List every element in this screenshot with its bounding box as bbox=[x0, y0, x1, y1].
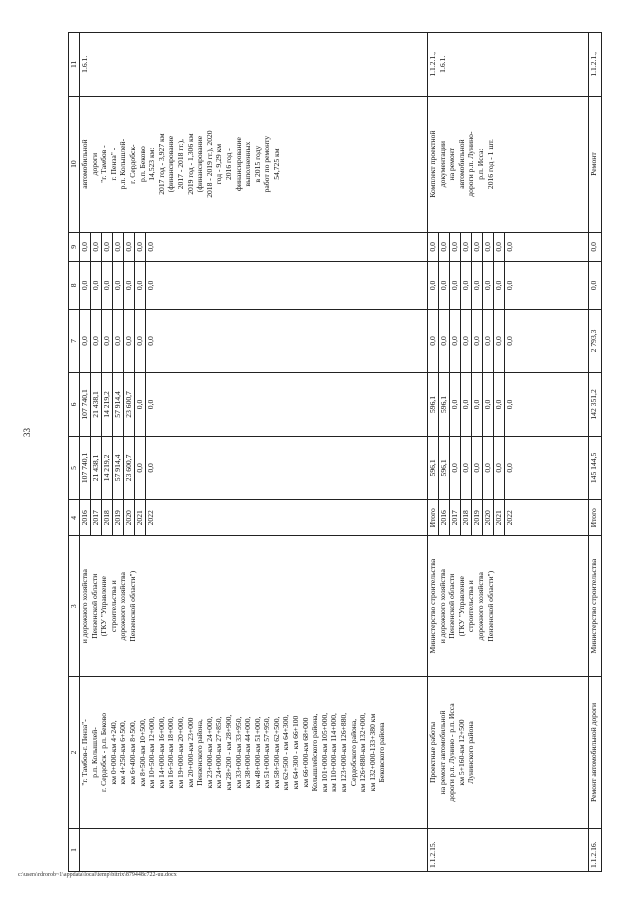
col-header: 3 bbox=[69, 536, 80, 677]
value: 0,0 bbox=[91, 262, 102, 309]
value: 0,0 bbox=[450, 437, 461, 499]
row-number bbox=[80, 828, 428, 871]
other-sources-cell: 0,0 bbox=[589, 232, 602, 261]
value: 0,0 bbox=[494, 233, 505, 261]
value: 0,0 bbox=[505, 280, 514, 291]
value: 0,0 bbox=[450, 262, 461, 309]
value: 21 438,1 bbox=[91, 373, 102, 435]
value: 0,0 bbox=[461, 373, 472, 435]
value: 0,0 bbox=[80, 310, 91, 372]
value: 23 600,7 bbox=[124, 437, 135, 499]
value: 0,0 bbox=[483, 262, 494, 309]
col-header: 9 bbox=[69, 232, 80, 261]
program-table bbox=[68, 32, 602, 872]
year-value: 2020 bbox=[124, 500, 135, 535]
other-sources-cell bbox=[428, 232, 589, 261]
year-value: 2017 bbox=[91, 500, 102, 535]
value: 0,0 bbox=[102, 233, 113, 261]
value: 0,0 bbox=[124, 233, 135, 261]
indicator-reference: 1.6.1. bbox=[80, 33, 428, 97]
col-header: 6 bbox=[69, 373, 80, 436]
value: 0,0 bbox=[102, 262, 113, 309]
indicator-reference: 1.1.2.1., 1.6.1. bbox=[428, 33, 589, 97]
value: 14 219,2 bbox=[102, 373, 113, 435]
value: 0,0 bbox=[494, 373, 505, 435]
value: 0,0 bbox=[505, 242, 514, 252]
expected-result: Ремонт bbox=[589, 96, 602, 232]
value: 0,0 bbox=[80, 233, 91, 261]
work-description: Ремонт автомобильной дороги bbox=[589, 677, 602, 829]
value: 0,0 bbox=[146, 280, 155, 291]
col-header: 8 bbox=[69, 262, 80, 310]
value: 0,0 bbox=[472, 233, 483, 261]
work-description: "г. Тамбов-г. Пенза"- р.п. Колышлей- г. Сердобск - р.п. Бековo км 0+000-км 4+240, км 4+250-км 6+500, км 6+400-км 8+500, км 8+500-км 10+500, км 10+500-км 12+000, км 14+000-км 16+000, км 16+500-км 18+000, км 19+000-км 20+000, км 20+000-км 23+000 Пензенского района, км 23+000-км 24+000, км 24+000-км 27+850, км 28+200 - км 28+900, км 33+000-км 33+950, км 38+000-км 44+000, км 48+000-км 51+000, км 51+000-км 57+950, км 58+500-км 62+500, км 62+500 - км 64+300, км 64+300 - км 66+100 км 66+000-км 68+000 Колышлейского района, км 101+000-км 105+000, км 110+000-км 114+000, км 123+000-км 126+880, Сердобского района, км 126+880-км 132+000, км 132+000-133+380 км Бековского района bbox=[80, 677, 428, 829]
year-value: Итого bbox=[589, 500, 602, 536]
local-budget-cell: 0,0 bbox=[589, 262, 602, 310]
table-row bbox=[428, 33, 589, 872]
value: 0,0 bbox=[494, 437, 505, 499]
value: 0,0 bbox=[146, 336, 155, 346]
row-number: 1.1.2.16. bbox=[589, 828, 602, 871]
col-header: 4 bbox=[69, 500, 80, 536]
year-value: 2020 bbox=[483, 500, 494, 535]
col-header: 11 bbox=[69, 33, 80, 97]
regional-budget-cell bbox=[428, 373, 589, 436]
value: 0,0 bbox=[450, 373, 461, 435]
value: 0,0 bbox=[472, 262, 483, 309]
value: 0,0 bbox=[146, 242, 155, 252]
value: 0,0 bbox=[91, 310, 102, 372]
total-cell bbox=[428, 436, 589, 499]
total-cell: 145 144,5 bbox=[589, 436, 602, 499]
value: 0,0 bbox=[102, 310, 113, 372]
value: 0,0 bbox=[483, 373, 494, 435]
year-cell bbox=[80, 500, 428, 536]
col-header: 7 bbox=[69, 309, 80, 372]
value: 57 914,4 bbox=[113, 437, 124, 499]
regional-budget-cell bbox=[80, 373, 428, 436]
year-value: 2016 bbox=[80, 500, 91, 535]
header-row bbox=[69, 33, 80, 872]
year-value: 2019 bbox=[472, 500, 483, 535]
row-number: 1.1.2.15. bbox=[428, 828, 589, 871]
year-value: Итого bbox=[428, 500, 439, 535]
value: 596,1 bbox=[428, 373, 439, 435]
value: 0,0 bbox=[461, 233, 472, 261]
year-value: 2021 bbox=[494, 500, 505, 535]
value: 0,0 bbox=[113, 262, 124, 309]
value: 57 914,4 bbox=[113, 373, 124, 435]
year-value: 2021 bbox=[135, 500, 146, 535]
value: 0,0 bbox=[135, 437, 146, 499]
col-header: 10 bbox=[69, 96, 80, 232]
value: 0,0 bbox=[113, 310, 124, 372]
executor: Министерство строительства и дорожного хозяйства Пензенской области (ГКУ "Управление строительства и дорожного хозяйства Пензенской области") bbox=[428, 536, 589, 677]
value: 0,0 bbox=[428, 233, 439, 261]
col-header: 2 bbox=[69, 677, 80, 829]
value: 0,0 bbox=[439, 310, 450, 372]
value: 107 740,1 bbox=[80, 373, 91, 435]
work-description: Проектные работы на ремонт автомобильной дороги р.п. Лунино - р.п. Исса км 5+160-км 12+500 Лунинского района bbox=[428, 677, 589, 829]
federal-budget-cell bbox=[80, 309, 428, 372]
year-value: 2019 bbox=[113, 500, 124, 535]
value: 0,0 bbox=[461, 437, 472, 499]
value: 0,0 bbox=[80, 262, 91, 309]
executor: и дорожного хозяйства Пензенской области (ГКУ "Управление строительства и дорожного хозяйства Пензенской области") bbox=[80, 536, 428, 677]
value: 0,0 bbox=[472, 373, 483, 435]
value: 0,0 bbox=[439, 233, 450, 261]
year-value: 2018 bbox=[102, 500, 113, 535]
page-number: 33 bbox=[22, 428, 32, 437]
value: 0,0 bbox=[91, 233, 102, 261]
value: 0,0 bbox=[505, 336, 514, 346]
rotated-table-area bbox=[68, 32, 640, 872]
year-value: 2022 bbox=[146, 510, 155, 526]
value: 0,0 bbox=[483, 437, 494, 499]
expected-result: Комплект проектной документации на ремонт автомобильной дороги р.п. Лунино- р.п. Исса: 2016 год - 1 шт. bbox=[428, 96, 589, 232]
value: 0,0 bbox=[450, 233, 461, 261]
value: 0,0 bbox=[146, 399, 155, 410]
value: 0,0 bbox=[461, 310, 472, 372]
value: 0,0 bbox=[483, 310, 494, 372]
value: 0,0 bbox=[135, 262, 146, 309]
value: 0,0 bbox=[505, 399, 514, 410]
value: 0,0 bbox=[494, 262, 505, 309]
value: 21 438,1 bbox=[91, 437, 102, 499]
value: 0,0 bbox=[494, 310, 505, 372]
year-cell bbox=[428, 500, 589, 536]
value: 0,0 bbox=[505, 463, 514, 473]
value: 0,0 bbox=[428, 262, 439, 309]
year-value: 2018 bbox=[461, 500, 472, 535]
value: 0,0 bbox=[124, 262, 135, 309]
executor: Министерство строительства bbox=[589, 536, 602, 677]
value: 596,1 bbox=[439, 373, 450, 435]
value: 596,1 bbox=[439, 437, 450, 499]
value: 0,0 bbox=[439, 262, 450, 309]
indicator-reference: 1.1.2.1., bbox=[589, 33, 602, 97]
table-row bbox=[80, 33, 428, 872]
col-header: 1 bbox=[69, 828, 80, 871]
col-header: 5 bbox=[69, 436, 80, 499]
value: 23 600,7 bbox=[124, 373, 135, 435]
value: 0,0 bbox=[428, 310, 439, 372]
federal-budget-cell bbox=[428, 309, 589, 372]
value: 0,0 bbox=[461, 262, 472, 309]
value: 0,0 bbox=[135, 310, 146, 372]
local-budget-cell bbox=[80, 262, 428, 310]
federal-budget-cell: 2 793,3 bbox=[589, 309, 602, 372]
value: 596,1 bbox=[428, 437, 439, 499]
year-value: 2016 bbox=[439, 500, 450, 535]
file-path-footer: c:\users\rdrorob~1\appdata\local\temp\bitrix\879448c722-uu.docx bbox=[18, 872, 177, 878]
table-row bbox=[589, 33, 602, 872]
value: 14 219,2 bbox=[102, 437, 113, 499]
value: 0,0 bbox=[135, 373, 146, 435]
regional-budget-cell: 142 351,2 bbox=[589, 373, 602, 436]
value: 0,0 bbox=[124, 310, 135, 372]
other-sources-cell bbox=[80, 232, 428, 261]
value: 0,0 bbox=[472, 437, 483, 499]
value: 0,0 bbox=[146, 463, 155, 473]
value: 0,0 bbox=[113, 233, 124, 261]
expected-result: автомобильной дороги "г. Тамбов - г. Пенза" - р.п. Колышлей- г. Сердобск- р.п. Бековo 14,523 км: 2017 год - 3,927 км (финансирование 2017 - 2018 гг.), 2019 год - 1,306 км (финансирование 2018 - 2019 гг.), 2020 год - 9,29 км 2016 год - финансирование выполненных в 2015 году работ по ремонту 54,725 км bbox=[80, 96, 428, 232]
value: 0,0 bbox=[135, 233, 146, 261]
value: 107 740,1 bbox=[80, 437, 91, 499]
total-cell bbox=[80, 436, 428, 499]
local-budget-cell bbox=[428, 262, 589, 310]
value: 0,0 bbox=[472, 310, 483, 372]
value: 0,0 bbox=[483, 233, 494, 261]
year-value: 2017 bbox=[450, 500, 461, 535]
year-value: 2022 bbox=[505, 510, 514, 526]
value: 0,0 bbox=[450, 310, 461, 372]
